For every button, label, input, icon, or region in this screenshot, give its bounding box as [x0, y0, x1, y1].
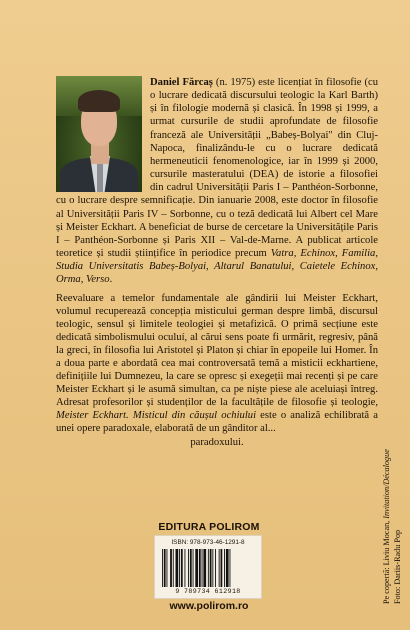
barcode [154, 535, 262, 599]
blurb-last-line: paradoxului. [190, 436, 244, 448]
author-journals: Vatra, Echinox, Familia, Studia Universitatis Babeș-Bolyai, Altarul Banatului, Caietele Echinox, Orma, Verso [56, 248, 378, 286]
author-bio-text: (n. 1975) este licențiat în filosofie (cu o lucrare dedicată discursului teologic la Karl Barth) și în filologie modernă și clasică. În 1998 și 1999, a urmat cursurile de studii aprofundate de filosofie franceză ale Universității „Babeș-Bolyai" din Cluj-Napoca, finalizându-le cu o lucrare dedicată hermeneuticii fenomenologice, iar în 1999 și 2000, cursurile masteratului (DEA) de istorie a filosofiei din cadrul Universității Paris I – Panthéon-Sorbonne, cu o lucrare despre semnificație. Din ianuarie 2008, este doctor în filosofie al Universității Paris IV – Sorbonne, cu o teză dedicată lui Albert cel Mare și Meister Eckhart. A beneficiat de burse de cercetare la Universitățile Paris I – Panthéon-Sorbonne și Paris XII – Val-de-Marne. A publicat articole teoretice și studii științifice în periodice precum [56, 77, 378, 260]
author-photo [56, 76, 142, 192]
cover-credits [381, 449, 403, 604]
blurb-text-2: este o analiză echilibrată a unei opere paradoxale, elaborată de un gânditor al... [56, 410, 379, 435]
barcode-bars [161, 549, 255, 587]
author-bio-end: . [109, 274, 113, 286]
publisher-website: www.polirom.ro [169, 600, 249, 612]
isbn-label: ISBN: 978-973-46-1291-8 [171, 539, 245, 546]
book-blurb [56, 292, 378, 449]
cover-credit-label: Pe copertă: Liviu Mocan, [382, 518, 391, 604]
author-bio [56, 76, 378, 287]
author-name: Daniel Fărcaș [150, 77, 213, 88]
publisher-name: EDITURA POLIROM [158, 521, 260, 533]
book-title: Meister Eckhart. Misticul din căușul ochiului [56, 410, 257, 422]
photo-credit: Foto: Dariis-Radu Pop [393, 529, 402, 604]
barcode-number: 9 789734 612918 [175, 588, 241, 595]
cover-credit-work: Invitation/Décalogue [382, 449, 391, 519]
blurb-text: Reevaluare a temelor fundamentale ale gândirii lui Meister Eckhart, volumul recuperează concepția misticului german despre limbă, discursul teologic, sensul și limitele teologiei și metafizică. O primă secțiune este dedicată simbolismului oculuí, al cărui sens poate fi urmărit, regresiv, până la greci, în filosofia lui Aristotel și Platon și chiar în epopeile lui Homer. În a doua parte e abordată cea mai controversată temă a misticii eckhartiene, definițiile lui Dumnezeu, la care se opresc și exegeții mai recenți și pe care Meister Eckhart și le asumă simultan, ca pe niște piese ale aceluiași întreg. Adresat profesorilor și studenților de la facultățile de filosofie și teologie, [56, 293, 378, 409]
